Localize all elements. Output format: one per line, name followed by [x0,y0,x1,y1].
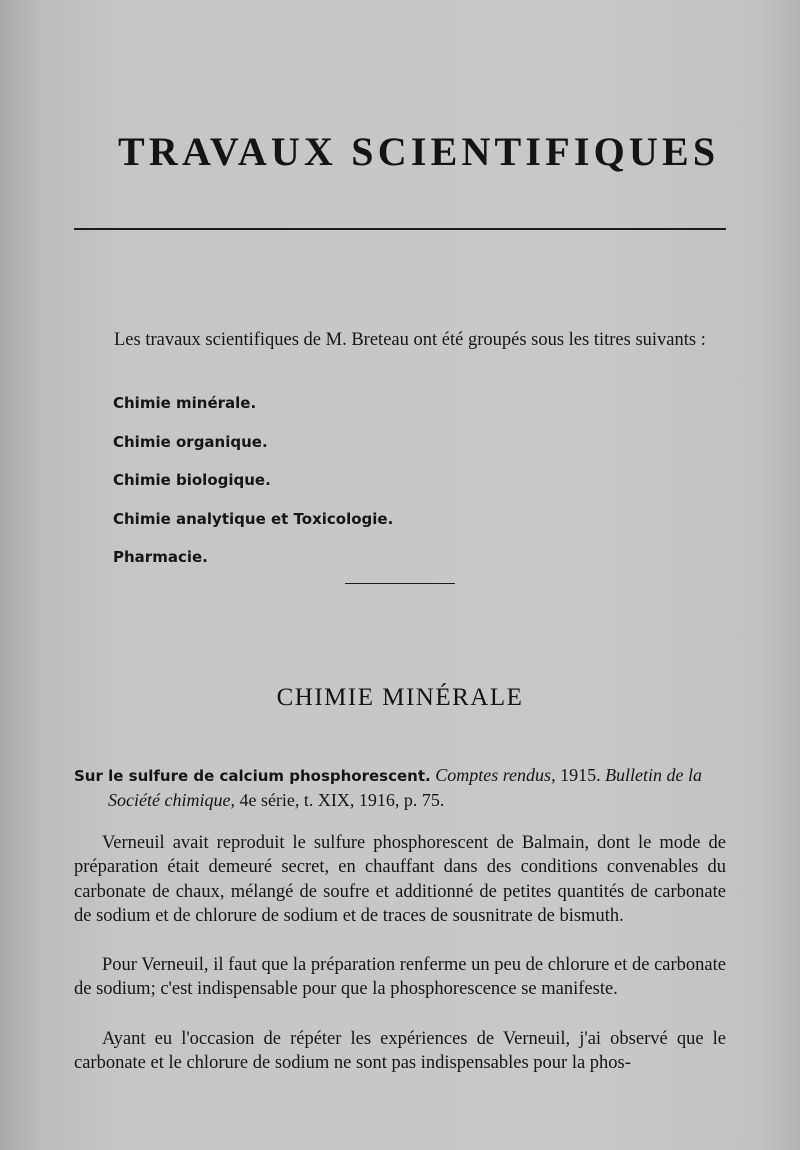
reference-details: , 4e série, t. XIX, 1916, p. 75. [230,790,445,810]
reference-year: , 1915. [551,765,601,785]
section-list-item: Chimie minérale. [113,394,257,412]
section-list-item: Chimie analytique et Toxicologie. [113,509,394,528]
title-rule [74,228,726,230]
body-paragraph: Verneuil avait reproduit le sulfure phosphorescent de Balmain, dont le mode de préparation était demeuré secret, en chauffant dans des conditions convenables du carbonate de chaux, mélangé de soufre et additionné de petites quantités de carbonate de sodium et de chlorure de sodium et de traces de sousnitrate de bismuth. [74,833,726,926]
publication-reference [74,763,726,812]
page-title: TRAVAUX SCIENTIFIQUES [118,129,720,174]
reference-journal-secondary: Bulletin de la Société chimique [108,765,703,810]
intro-paragraph: Les travaux scientifiques de M. Breteau ont été groupés sous les titres suivants : [114,330,706,350]
section-divider [345,583,455,584]
section-list-item: Chimie organique. [113,432,268,451]
body-paragraph: Pour Verneuil, il faut que la préparation renferme un peu de chlorure et de carbonate de sodium; c'est indispensable pour que la phosphorescence se manifeste. [74,955,726,1000]
section-list [113,391,393,584]
reference-journal: Comptes rendus [435,765,552,785]
body-paragraph: Ayant eu l'occasion de répéter les expériences de Verneuil, j'ai observé que le carbonate et le chlorure de sodium ne sont pas indispensables pour la phos- [74,1029,726,1074]
section-list-item: Pharmacie. [113,548,208,566]
section-list-item: Chimie biologique. [113,471,271,489]
section-heading: CHIMIE MINÉRALE [276,684,524,711]
reference-title: Sur le sulfure de calcium phosphorescent. [74,767,431,785]
